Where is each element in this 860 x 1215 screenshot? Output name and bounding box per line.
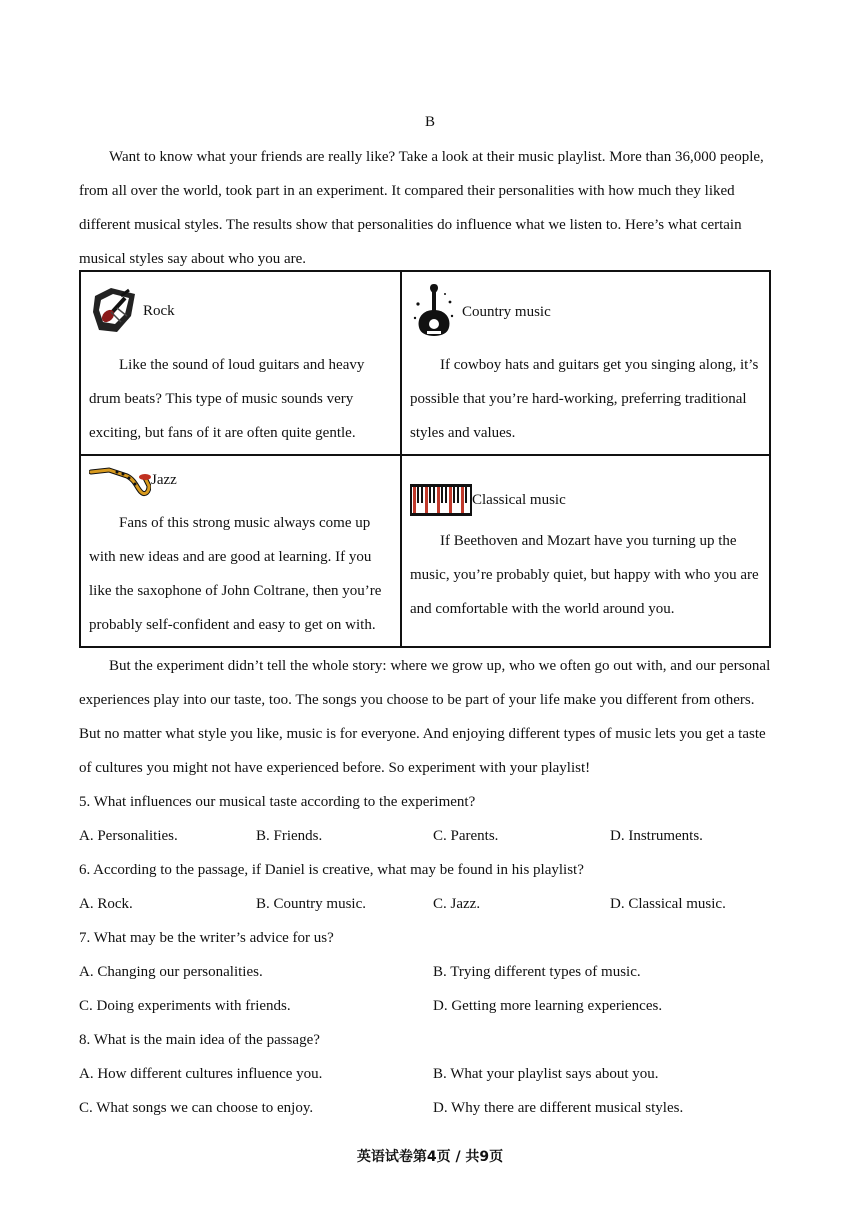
option-c[interactable]: C. Parents. <box>433 828 499 844</box>
option-a[interactable]: A. Changing our personalities. <box>79 964 263 980</box>
question-options-row-2 <box>79 1091 779 1125</box>
conclusion-paragraph <box>79 649 779 785</box>
question-options <box>79 819 779 853</box>
classical-title: Classical music <box>472 491 566 508</box>
question-7 <box>79 921 779 1023</box>
rock-guitar-icon <box>91 286 139 336</box>
page-footer: 英语试卷第4页 / 共9页 <box>356 1149 504 1165</box>
conclusion-text: But the experiment didn’t tell the whole story: where we grow up, who we often go out with, and our personal experiences play into our taste, too. The songs you choose to be part of your life make you different from others. But no matter what style you like, music is for everyone. And enjoying different types of music lets you get a taste of cultures you might not have experienced before. So experiment with your playlist! <box>79 658 771 776</box>
jazz-title: Jazz <box>151 471 177 488</box>
jazz-description <box>89 506 394 642</box>
intro-text: Want to know what your friends are really like? Take a look at their music playlist. More than 36,000 people, from all over the world, took part in an experiment. It compared their personalities with how much they liked different musical styles. The results show that personalities do influence what we listen to. Here’s what certain musical styles say about who you are. <box>79 149 764 267</box>
question-options <box>79 887 779 921</box>
rock-description <box>89 348 389 450</box>
question-stem: 5. What influences our musical taste according to the experiment? <box>79 794 476 810</box>
classical-heading <box>410 484 566 516</box>
option-d[interactable]: D. Getting more learning experiences. <box>433 998 663 1014</box>
question-options-row-1 <box>79 955 779 989</box>
saxophone-icon <box>89 462 151 498</box>
country-cell <box>402 272 769 456</box>
country-title: Country music <box>462 303 551 320</box>
question-options-row-2 <box>79 989 779 1023</box>
classical-cell <box>402 456 769 646</box>
option-c[interactable]: C. Doing experiments with friends. <box>79 998 291 1014</box>
option-b[interactable]: B. Country music. <box>256 896 367 912</box>
jazz-heading <box>89 462 177 498</box>
intro-paragraph <box>79 140 779 276</box>
option-a[interactable]: A. Rock. <box>79 896 133 912</box>
piano-keys-icon <box>410 484 472 516</box>
option-c[interactable]: C. What songs we can choose to enjoy. <box>79 1100 314 1116</box>
classical-text: If Beethoven and Mozart have you turning up the music, you’re probably quiet, but happy with who you are and comfortable with the world around you. <box>410 533 759 617</box>
rock-text: Like the sound of loud guitars and heavy drum beats? This type of music sounds very exciting, but fans of it are often quite gentle. <box>89 357 365 441</box>
option-a[interactable]: A. Personalities. <box>79 828 178 844</box>
country-description <box>410 348 760 450</box>
option-d[interactable]: D. Classical music. <box>610 896 726 912</box>
section-heading: B <box>424 114 435 130</box>
question-options-row-1 <box>79 1057 779 1091</box>
option-b[interactable]: B. Friends. <box>256 828 323 844</box>
option-a[interactable]: A. How different cultures influence you. <box>79 1066 323 1082</box>
classical-description <box>410 524 760 626</box>
option-c[interactable]: C. Jazz. <box>433 896 481 912</box>
question-stem: 6. According to the passage, if Daniel is creative, what may be found in his playlist? <box>79 862 584 878</box>
rock-cell <box>81 272 402 456</box>
jazz-text: Fans of this strong music always come up with new ideas and are good at learning. If you like the saxophone of John Coltrane, then you’re probably self-confident and easy to get on with. <box>89 515 382 633</box>
music-styles-table <box>79 270 771 648</box>
country-guitar-icon <box>412 282 456 342</box>
question-8 <box>79 1023 779 1125</box>
country-text: If cowboy hats and guitars get you singing along, it’s possible that you’re hard-working, preferring traditional styles and values. <box>410 357 759 441</box>
option-d[interactable]: D. Instruments. <box>610 828 703 844</box>
rock-heading <box>91 286 175 336</box>
option-b[interactable]: B. What your playlist says about you. <box>433 1066 659 1082</box>
question-6 <box>79 853 779 921</box>
option-d[interactable]: D. Why there are different musical styles. <box>433 1100 684 1116</box>
question-stem: 7. What may be the writer’s advice for us? <box>79 930 334 946</box>
question-stem: 8. What is the main idea of the passage? <box>79 1032 320 1048</box>
jazz-cell <box>81 456 402 646</box>
country-heading <box>412 282 551 342</box>
question-5 <box>79 785 779 853</box>
rock-title: Rock <box>143 302 175 319</box>
option-b[interactable]: B. Trying different types of music. <box>433 964 641 980</box>
